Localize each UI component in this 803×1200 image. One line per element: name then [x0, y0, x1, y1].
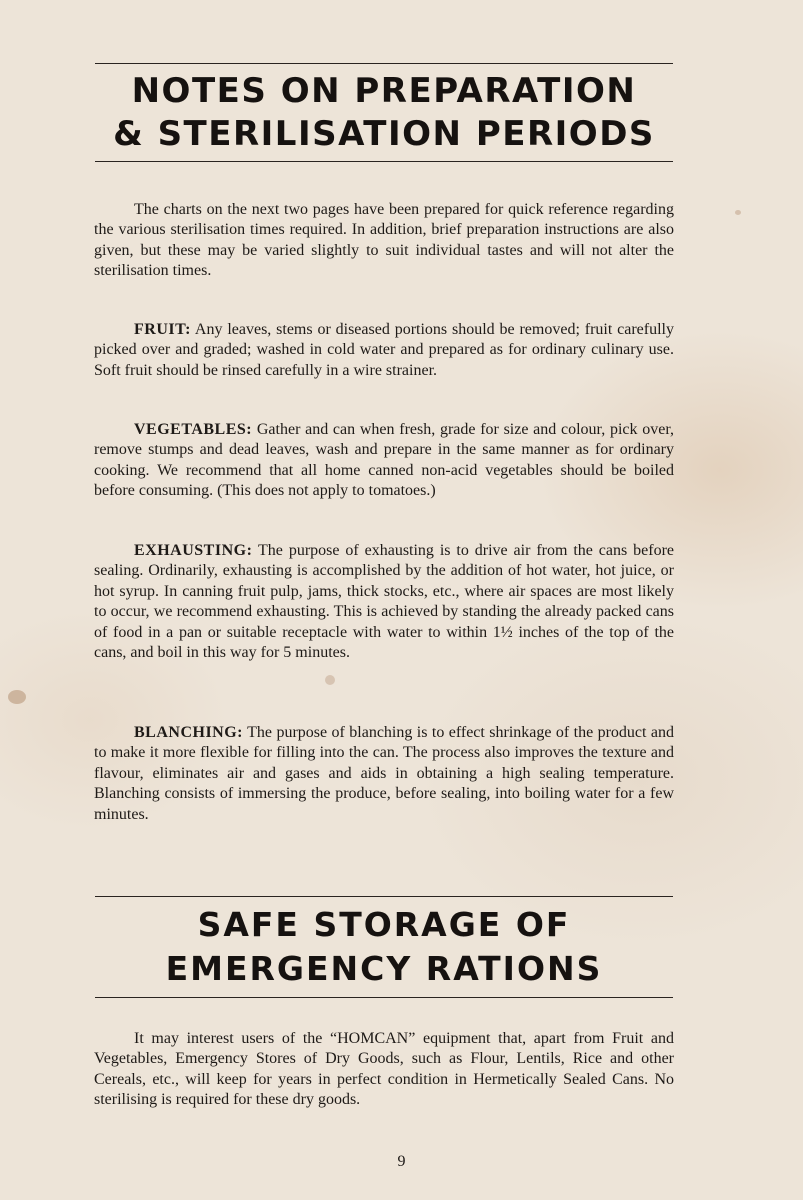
bottom-rule-lower	[95, 997, 673, 998]
stain-mark	[735, 210, 741, 215]
page-number: 9	[397, 1153, 406, 1170]
stain-mark	[8, 690, 26, 704]
safe-storage-paragraph: It may interest users of the “HOMCAN” equipment that, apart from Fruit and Vegetables, Emergency Stores of Dry Goods, such as Flour, Lentils, Rice and other Cereals, etc., will keep for years in perfect condition in Hermetically Sealed Cans. No sterilising is required for these dry goods.	[94, 1030, 674, 1109]
section-title	[95, 903, 673, 991]
page-title	[95, 70, 673, 156]
top-rule-upper	[95, 63, 673, 64]
section-title-line-2: EMERGENCY RATIONS	[165, 949, 603, 988]
page-title-line-1: NOTES ON PREPARATION	[131, 71, 637, 111]
fruit-text: Any leaves, stems or diseased portions should be removed; fruit carefully picked over and graded; washed in cold water and prepared as for ordinary culinary use. Soft fruit should be rinsed carefully in a wire strainer.	[94, 321, 675, 379]
vegetables-label: VEGETABLES:	[134, 421, 253, 438]
fruit-paragraph	[94, 320, 674, 381]
top-rule-lower	[95, 161, 673, 162]
bottom-rule-upper	[95, 896, 673, 897]
vegetables-text: Gather and can when fresh, grade for size and colour, pick over, remove stumps and dead leaves, wash and prepare in the same manner as for ordinary cooking. We recommend that all home canned non-acid vegetables should be boiled before consuming. (This does not apply to tomatoes.)	[94, 421, 675, 500]
section-title-line-1: SAFE STORAGE OF	[197, 905, 571, 944]
stain-mark	[325, 675, 335, 685]
exhausting-paragraph	[94, 541, 674, 663]
exhausting-text: The purpose of exhausting is to drive air from the cans before sealing. Ordinarily, exhausting is accomplished by the addition of hot water, hot juice, or hot syrup. In canning fruit pulp, jams, thick stocks, etc., where air spaces are most likely to occur, we recommend exhausting. This is achieved by standing the already packed cans of food in a pan or suitable receptacle with water to within 1½ inches of the top of the cans, and boil in this way for 5 minutes.	[94, 542, 674, 662]
page-title-line-2: & STERILISATION PERIODS	[113, 114, 655, 154]
intro-paragraph: The charts on the next two pages have been prepared for quick reference regarding the various sterilisation times required. In addition, brief preparation instructions are also given, but these may be varied slightly to suit individual tastes and will not alter the sterilisation times.	[94, 201, 674, 280]
fruit-label: FRUIT:	[134, 321, 191, 338]
blanching-label: BLANCHING:	[134, 724, 244, 741]
blanching-paragraph	[94, 723, 674, 825]
vegetables-paragraph	[94, 420, 674, 502]
blanching-text: The purpose of blanching is to effect shrinkage of the product and to make it more flexible for filling into the can. The process also improves the texture and flavour, eliminates air and gases and aids in obtaining a high sealing temperature. Blanching consists of immersing the produce, before sealing, into boiling water for a few minutes.	[94, 724, 674, 823]
exhausting-label: EXHAUSTING:	[134, 542, 253, 559]
